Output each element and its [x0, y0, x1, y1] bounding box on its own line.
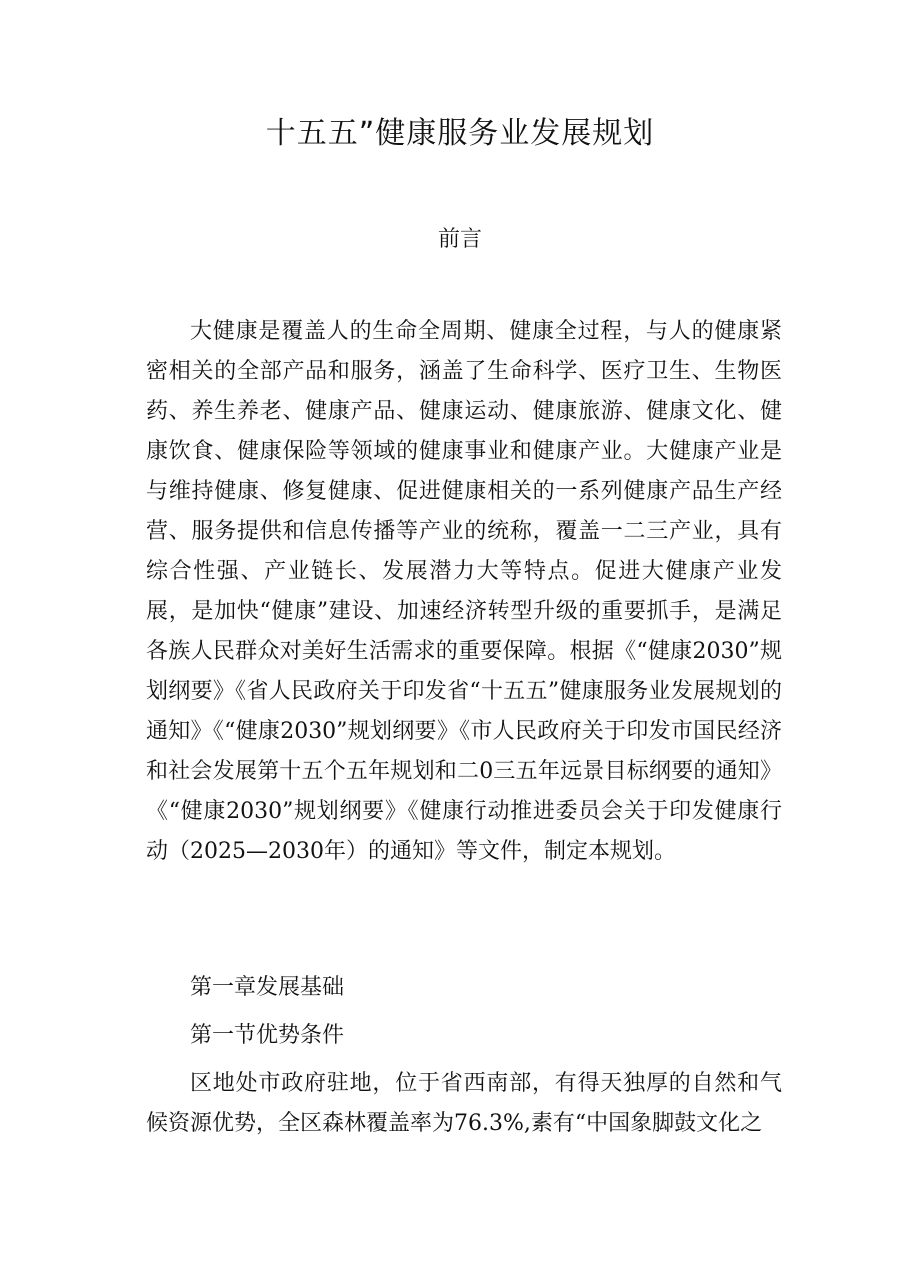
- paragraph-advantages: 区地处市政府驻地，位于省西南部，有得天独厚的自然和气候资源优势，全区森林覆盖率为76.3%,素有“中国象脚鼓文化之: [146, 1071, 782, 1136]
- paragraph-introduction: 大健康是覆盖人的生命全周期、健康全过程，与人的健康紧密相关的全部产品和服务，涵盖了生命科学、医疗卫生、生物医药、养生养老、健康产品、健康运动、健康旅游、健康文化、健康饮食、健康保险等领域的健康事业和健康产业。大健康产业是与维持健康、修复健康、促进健康相关的一系列健康产品生产经营、服务提供和信息传播等产业的统称，覆盖一二三产业，具有综合性强、产业链长、发展潜力大等特点。促进大健康产业发展，是加快“健康”建设、加速经济转型升级的重要抓手，是满足各族人民群众对美好生活需求的重要保障。根据《“健康2030”规划纲要》《省人民政府关于印发省“十五五”健康服务业发展规划的通知》《“健康2030”规划纲要》《市人民政府关于印发市国民经济和社会发展第十五个五年规划和二0三五年远景目标纲要的通知》《“健康2030”规划纲要》《健康行动推进委员会关于印发健康行动（2025—2030年）的通知》等文件，制定本规划。: [146, 319, 782, 864]
- chapter-heading: 第一章发展基础: [190, 975, 345, 1000]
- section-heading: 第一节优势条件: [190, 1023, 345, 1048]
- preface-heading: 前言: [437, 227, 482, 252]
- document-title: 十五五”健康服务业发展规划: [265, 116, 655, 151]
